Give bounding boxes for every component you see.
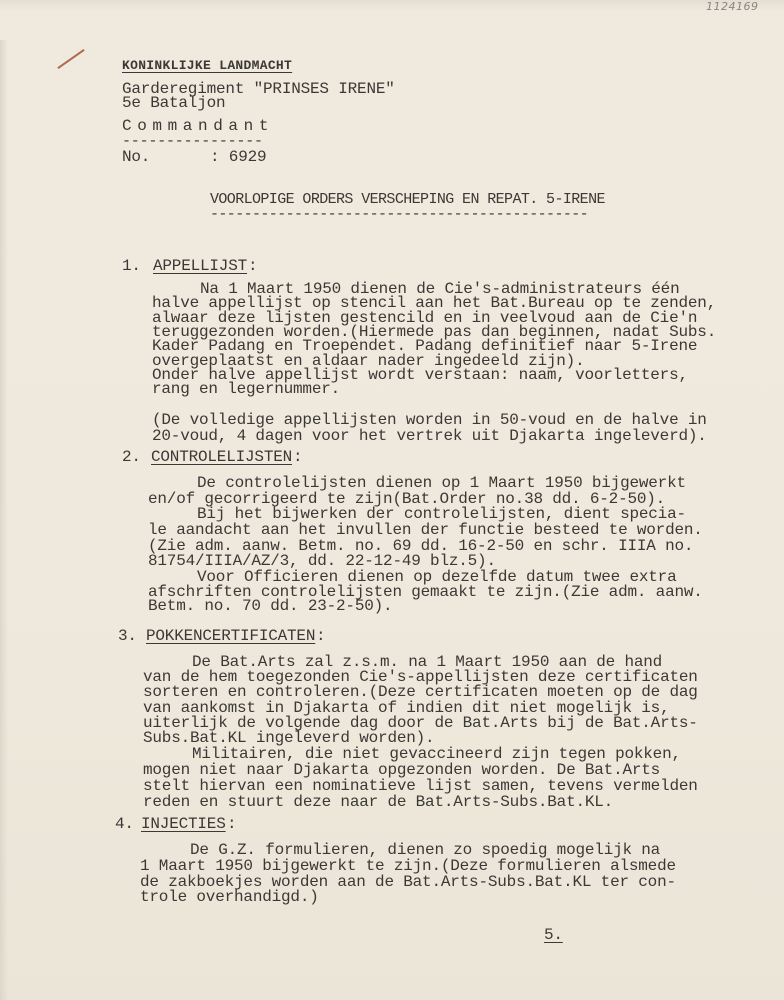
heading-colon: : [293,448,303,466]
text-line: teruggezonden worden.(Hiermede pas dan beginnen, nadat Subs. [152,323,717,341]
text-line: le aandacht aan het invullen der functie besteed te worden. [148,521,703,539]
text-line: van aankomst in Djakarta of indien dit niet mogelijk is, [143,699,670,717]
text-line: sorteren en controleren.(Deze certificaten moeten op de dag [143,683,698,701]
text-line: reden en stuurt deze naar de Bat.Arts-Subs.Bat.KL. [143,793,614,811]
heading-colon: : [248,257,258,275]
text-line: De G.Z. formulieren, dienen zo spoedig mogelijk na [190,841,661,859]
text-line: afschriften controlelijsten gemaakt te zijn.(Zie adm. aanw. [148,583,703,601]
title-rule: --------------------------------------------- [210,206,589,223]
text-line: uiterlijk de volgende dag door de Bat.Arts bij de Bat.Arts- [143,714,698,732]
organization: KONINKLIJKE LANDMACHT [122,58,293,73]
archive-number: 1124169 [706,0,759,13]
text-line: overgeplaatst en aldaar nader ingedeeld zijn). [152,352,585,370]
paper-fold-shadow [0,40,8,1000]
text-line: de zakboekjes worden aan de Bat.Arts-Subs.Bat.KL ter con- [140,873,676,891]
text-line: mogen niet naar Djakarta opgezonden worden. De Bat.Arts [143,761,661,779]
header-rule: ---------------- [122,133,263,150]
text-line: alwaar deze lijsten gestencild en in veelvoud aan de Cie'n [152,309,698,327]
document-title: VOORLOPIGE ORDERS VERSCHEPING EN REPAT. 5-IRENE [210,191,605,208]
text-line: De controlelijsten dienen op 1 Maart 1950 bijgewerkt [197,474,686,492]
text-line: (Zie adm. aanw. Betm. no. 69 dd. 16-2-50 en schr. IIIA no. [148,537,694,555]
section-number: 1. [122,257,141,275]
text-line: rang en legernummer. [152,380,341,398]
text-line: van de hem toegezonden Cie's-appellijsten deze certificaten [143,668,698,686]
text-line: Onder halve appellijst wordt verstaan: naam, voorletters, [152,366,688,384]
text-line: en/of gecorrigeerd te zijn(Bat.Order no.38 dd. 6-2-50). [148,490,666,508]
section-heading: POKKENCERTIFICATEN [146,627,316,645]
number-value: : 6929 [210,148,267,166]
text-line: Voor Officieren dienen op dezelfde datum twee extra [197,568,677,586]
section-number: 4. [115,815,134,833]
text-line: 81754/IIIA/AZ/3, dd. 22-12-49 blz.5). [148,552,496,570]
section-number: 3. [118,627,137,645]
text-line: Militairen, die niet gevaccineerd zijn tegen pokken, [192,745,681,763]
heading-colon: : [227,815,237,833]
text-line: Subs.Bat.KL ingeleverd worden). [143,729,435,747]
section-heading: APPELLIJST [153,257,248,275]
section-heading: CONTROLELIJSTEN [151,448,293,466]
text-line: De Bat.Arts zal z.s.m. na 1 Maart 1950 aan de hand [192,653,663,671]
text-line: halve appellijst op stencil aan het Bat.Bureau op te zenden, [152,294,717,312]
text-line: (De volledige appellijsten worden in 50-voud en de halve in [152,411,707,429]
text-line: 20-voud, 4 dagen voor het vertrek uit Djakarta ingeleverd). [152,427,707,445]
section-number: 2. [122,448,141,466]
regiment: Garderegiment "PRINSES IRENE" [122,80,395,98]
text-line: trole overhandigd.) [140,888,319,906]
text-line: Bij het bijwerken der controlelijsten, dient specia- [197,505,686,523]
text-line: stelt hiervan een nominatieve lijst samen, tevens vermelden [143,777,698,795]
office: Commandant [122,117,275,135]
text-line: 1 Maart 1950 bijgewerkt te zijn.(Deze formulieren alsmede [140,857,676,875]
section-heading: INJECTIES [141,815,226,833]
text-line: Betm. no. 70 dd. 23-2-50). [148,597,393,615]
text-line: Na 1 Maart 1950 dienen de Cie's-administrateurs één [200,280,680,298]
text-line: Kader Padang en Troependet. Padang definitief naar 5-Irene [152,337,698,355]
next-section-marker: 5. [544,926,563,944]
number-label: No. [122,148,151,166]
rust-mark [57,49,84,69]
heading-colon: : [316,627,326,645]
battalion: 5e Bataljon [122,94,226,112]
